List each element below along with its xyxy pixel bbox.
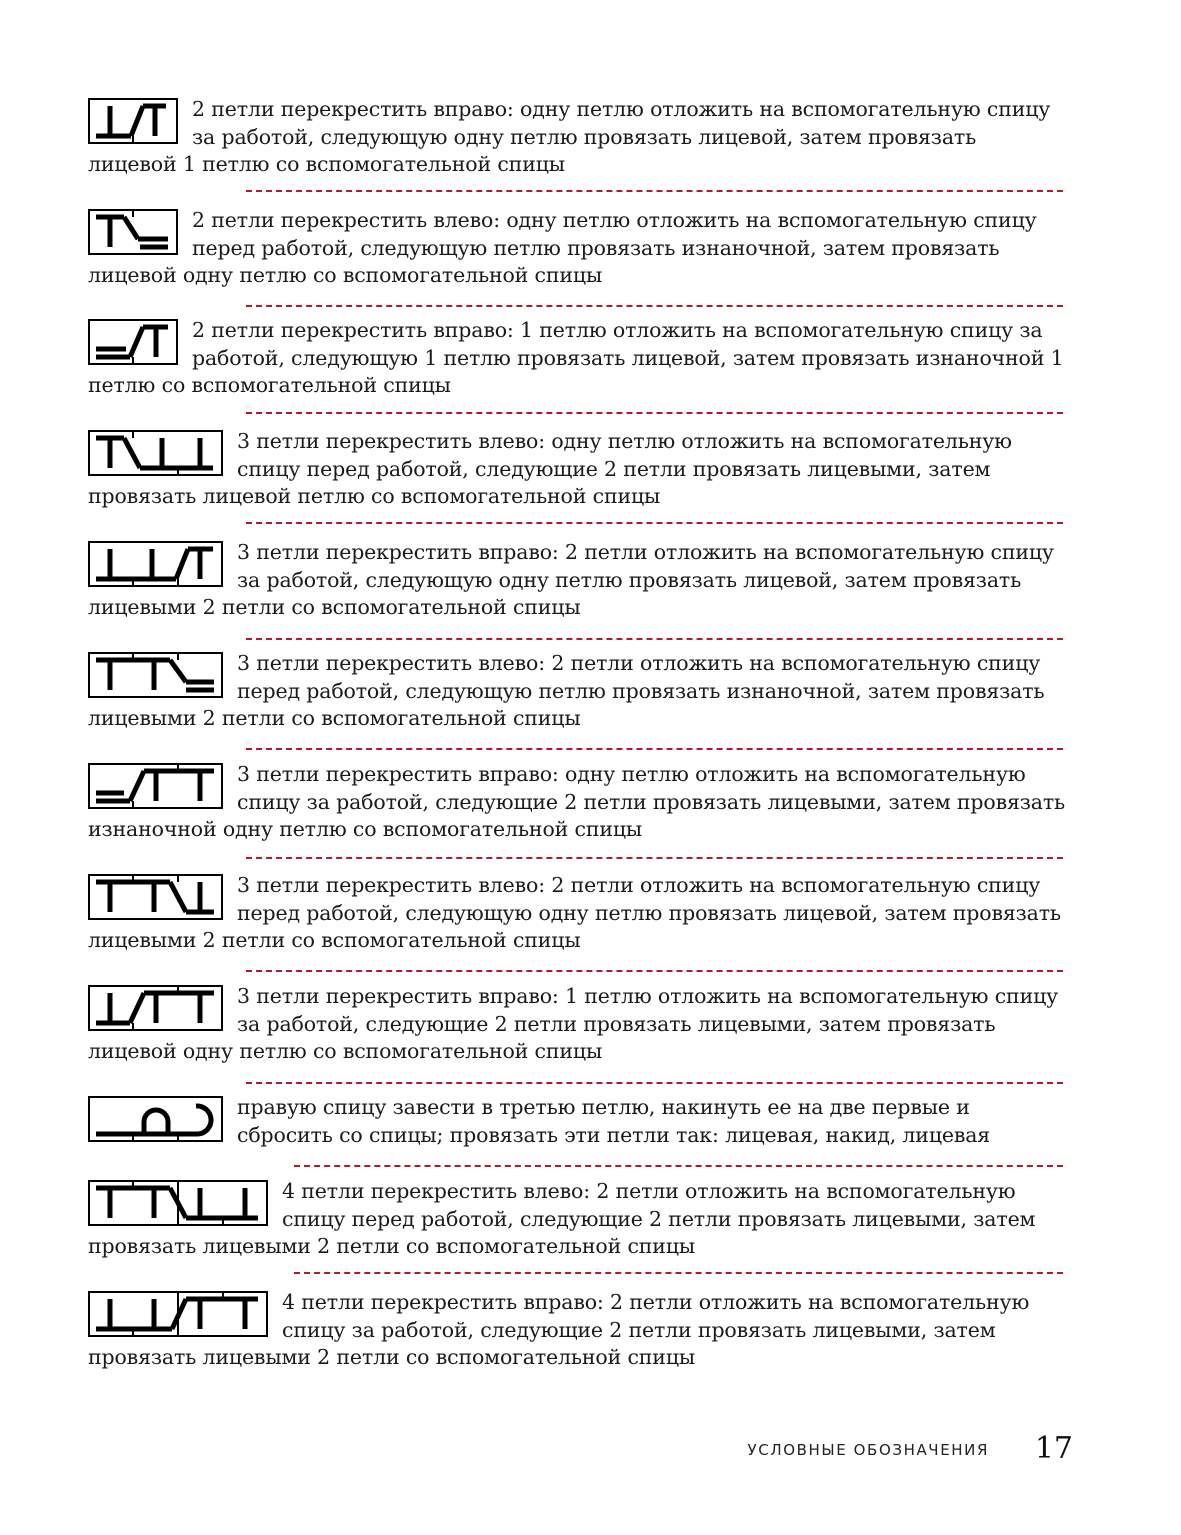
legend-description: 3 петли перекрестить влево: 2 петли отложить на вспомогательную спицу перед работой, следующую одну петлю провязать лицевой, затем провязать лицевыми 2 петли со вспомогательной спицы (88, 873, 1061, 952)
legend-description: 3 петли перекрестить вправо: 1 петлю отложить на вспомогательную спицу за работой, следующие 2 петли провязать лицевыми, затем провязать лицевой одну петлю со вспомогательной спицы (88, 984, 1059, 1063)
cross-3-left-2over1-purl-icon (88, 652, 223, 698)
legend-description: 2 петли перекрестить влево: одну петлю отложить на вспомогательную спицу перед работой, следующую петлю провязать изнаночной, затем провязать лицевой одну петлю со вспомогательной спицы (88, 208, 1037, 287)
separator (246, 190, 1063, 192)
separator (246, 970, 1063, 972)
legend-entry (88, 1094, 1068, 1149)
separator (246, 305, 1063, 307)
page-number: 17 (1034, 1431, 1073, 1466)
cross-3-right-1behind2-knit-icon (88, 985, 223, 1031)
legend-description: 4 петли перекрестить влево: 2 петли отложить на вспомогательную спицу перед работой, следующие 2 петли провязать лицевыми, затем провязать лицевыми 2 петли со вспомогательной спицы (88, 1179, 1036, 1258)
legend-entry (88, 1178, 1068, 1261)
legend-entry (88, 207, 1068, 290)
separator (246, 857, 1063, 859)
separator (246, 412, 1063, 414)
legend-description: 3 петли перекрестить вправо: одну петлю отложить на вспомогательную спицу за работой, следующие 2 петли провязать лицевыми, затем провязать изнаночной одну петлю со вспомогательной спицы (88, 762, 1066, 841)
legend-entry (88, 96, 1068, 179)
legend-description: 3 петли перекрестить влево: 2 петли отложить на вспомогательную спицу перед работой, следующую петлю провязать изнаночной, затем провязать лицевыми 2 петли со вспомогательной спицы (88, 651, 1045, 730)
separator (294, 1272, 1063, 1274)
cross-3-right-1behind2-purl-icon (88, 763, 223, 809)
cross-4-right-icon (88, 1291, 268, 1337)
cross-2-right-knit-icon (88, 98, 178, 144)
legend-description: 3 петли перекрестить влево: одну петлю отложить на вспомогательную спицу перед работой, следующие 2 петли провязать лицевыми, затем провязать лицевой петлю со вспомогательной спицы (88, 429, 1012, 508)
separator (246, 1082, 1063, 1084)
cross-2-right-purl-icon (88, 319, 178, 365)
cross-3-left-1over2-icon (88, 430, 223, 476)
legend-entry (88, 1289, 1068, 1372)
legend-entry (88, 650, 1068, 733)
legend-entry (88, 428, 1068, 511)
legend-description: 4 петли перекрестить вправо: 2 петли отложить на вспомогательную спицу за работой, следующие 2 петли провязать лицевыми, затем провязать лицевыми 2 петли со вспомогательной спицы (88, 1290, 1030, 1369)
cross-4-left-icon (88, 1180, 268, 1226)
legend-entry (88, 983, 1068, 1066)
legend-description: 2 петли перекрестить вправо: 1 петлю отложить на вспомогательную спицу за работой, следующую 1 петлю провязать лицевой, затем провязать изнаночной 1 петлю со вспомогательной спицы (88, 318, 1064, 397)
cross-2-left-purl-icon (88, 209, 178, 255)
legend-entry (88, 872, 1068, 955)
separator (246, 748, 1063, 750)
cross-3-right-2behind1-icon (88, 541, 223, 587)
pass-third-over-icon (88, 1096, 223, 1142)
separator (246, 638, 1063, 640)
legend-description: правую спицу завести в третью петлю, накинуть ее на две первые и сбросить со спицы; провязать эти петли так: лицевая, накид, лицевая (237, 1095, 991, 1147)
legend-entry (88, 317, 1068, 400)
legend-description: 3 петли перекрестить вправо: 2 петли отложить на вспомогательную спицу за работой, следующую одну петлю провязать лицевой, затем провязать лицевыми 2 петли со вспомогательной спицы (88, 540, 1054, 619)
section-label: УСЛОВНЫЕ ОБОЗНАЧЕНИЯ (747, 1441, 989, 1459)
legend-entry (88, 761, 1068, 844)
legend-description: 2 петли перекрестить вправо: одну петлю отложить на вспомогательную спицу за работой, следующую одну петлю провязать лицевой, затем провязать лицевой 1 петлю со вспомогательной спицы (88, 97, 1051, 176)
separator (294, 1165, 1063, 1167)
separator (246, 522, 1063, 524)
cross-3-left-2over1-knit-icon (88, 874, 223, 920)
legend-entry (88, 539, 1068, 622)
